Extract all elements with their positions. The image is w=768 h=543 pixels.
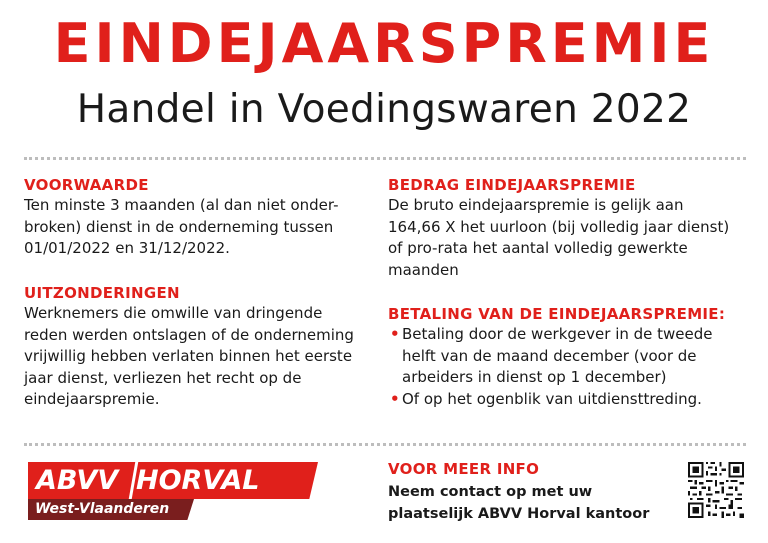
betaling-item-text: Betaling door de werkgever in de tweede helft van de maand december (voor de arbeiders in dienst op 1 december) bbox=[402, 325, 713, 386]
top-divider bbox=[24, 157, 746, 160]
bedrag-section bbox=[388, 175, 758, 281]
betaling-item-text: Of op het ogenblik van uitdiensttreding. bbox=[402, 389, 702, 408]
betaling-heading: BETALING VAN DE EINDEJAARSPREMIE: bbox=[388, 305, 726, 323]
page-title: EINDEJAARSPREMIE bbox=[53, 12, 715, 75]
betaling-item bbox=[388, 324, 758, 389]
bullet-icon: • bbox=[390, 389, 400, 408]
logo-region-text: West-Vlaanderen bbox=[35, 501, 170, 517]
bedrag-text: De bruto eindejaarspremie is gelijk aan 164,66 X het uurloon (bij volledig jaar dienst) of pro-rata het aantal volledig gewerkte maanden bbox=[388, 196, 730, 279]
bottom-divider bbox=[24, 443, 746, 446]
betaling-item bbox=[388, 389, 758, 411]
logo-horval-text: HORVAL bbox=[136, 465, 260, 496]
bedrag-heading: BEDRAG EINDEJAARSPREMIE bbox=[388, 176, 636, 194]
info-text: Neem contact op met uw plaatselijk ABVV Horval kantoor bbox=[388, 484, 650, 522]
qr-code-icon[interactable] bbox=[688, 462, 744, 518]
voorwaarde-section bbox=[24, 175, 374, 260]
uitzonderingen-text: Werknemers die omwille van dringende reden werden ontslagen of de onderneming vrijwillig hebben verlaten binnen het eerste jaar dienst, verliezen het recht op de eindejaarspremie. bbox=[24, 304, 354, 408]
bullet-icon: • bbox=[390, 325, 400, 343]
betaling-section bbox=[388, 304, 758, 410]
logo-abvv-text: ABVV bbox=[36, 465, 119, 496]
voorwaarde-text: Ten minste 3 maanden (al dan niet onder- broken) dienst in de onderneming tussen 01/01/2022 en 31/12/2022. bbox=[24, 196, 339, 257]
uitzonderingen-section bbox=[24, 283, 384, 411]
uitzonderingen-heading: UITZONDERINGEN bbox=[24, 284, 180, 302]
betaling-list bbox=[388, 324, 758, 410]
page-subtitle: Handel in Voedingswaren 2022 bbox=[76, 87, 692, 132]
voorwaarde-heading: VOORWAARDE bbox=[24, 176, 149, 194]
abvv-horval-logo bbox=[28, 462, 328, 522]
info-heading: VOOR MEER INFO bbox=[388, 460, 540, 478]
